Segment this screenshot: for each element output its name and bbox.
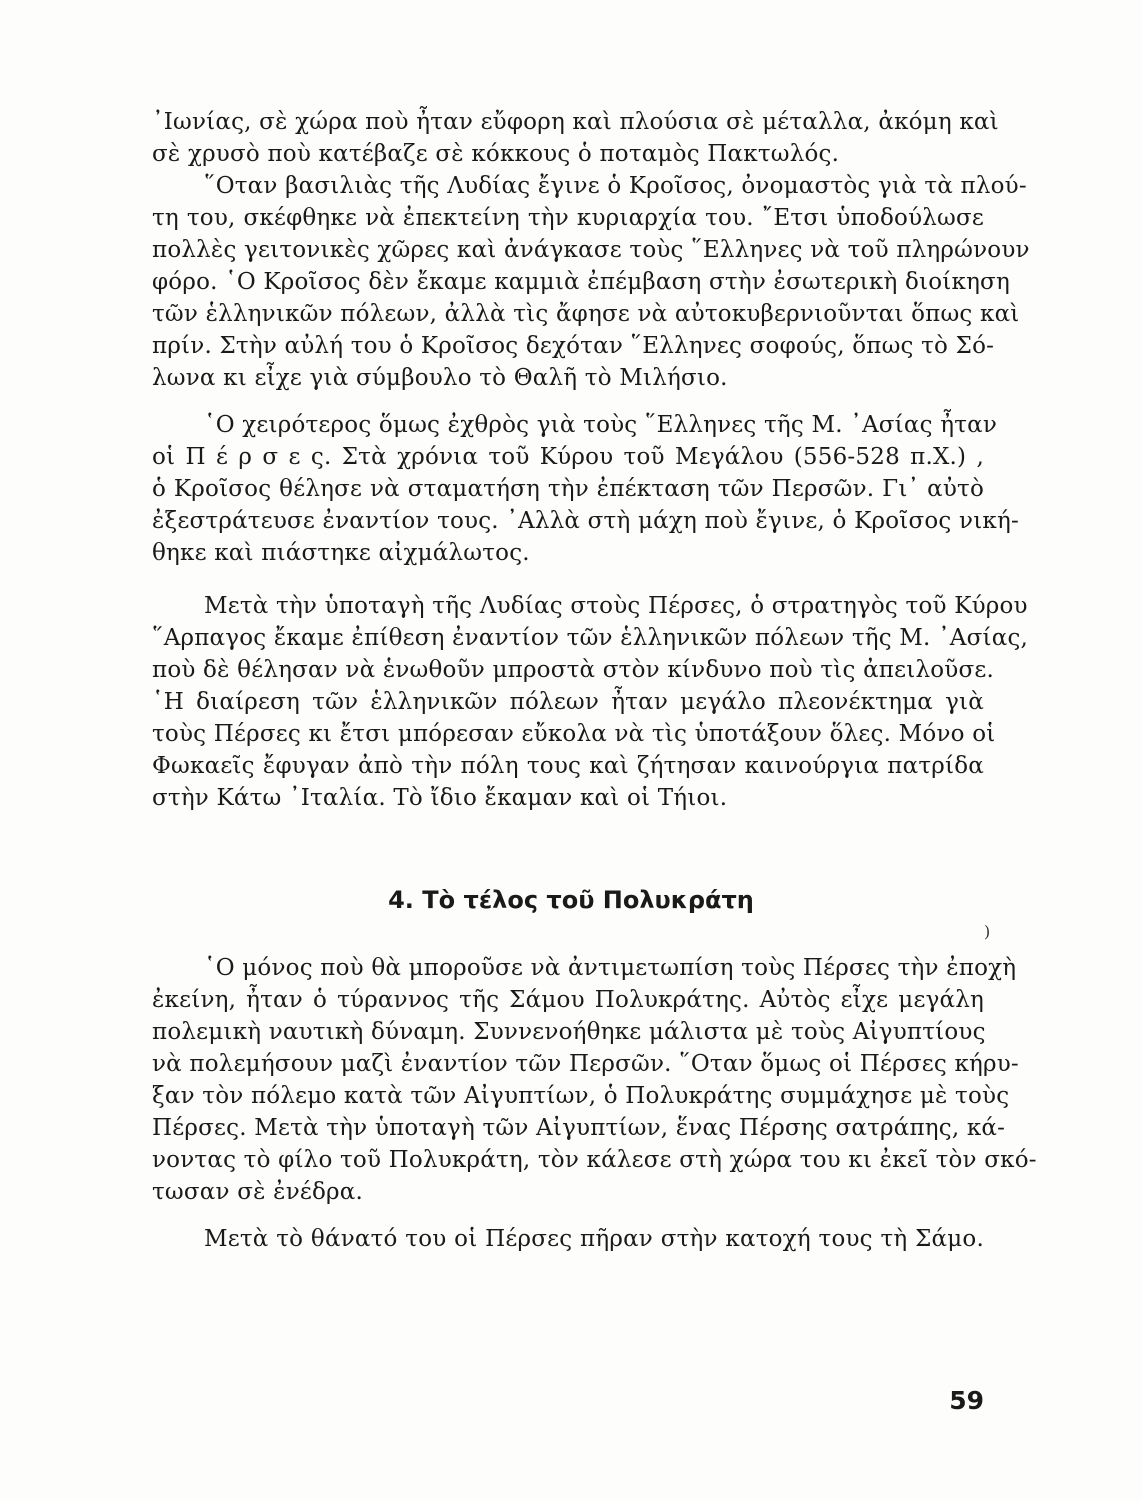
text-line: ῾Ο μόνος ποὺ θὰ μποροῦσε νὰ ἀντιμετωπίση τοὺς Πέρσες τὴν ἐποχὴ <box>204 955 1017 981</box>
section-heading: 4. Τὸ τέλος τοῦ Πολυκράτη <box>388 886 754 914</box>
text-line: λωνα κι εἶχε γιὰ σύμβουλο τὸ Θαλῆ τὸ Μιλήσιο. <box>152 365 728 391</box>
text-line: Μετὰ τὸ θάνατό του οἱ Πέρσες πῆραν στὴν κατοχή τους τὴ Σάμο. <box>204 1226 984 1252</box>
text-line: τωσαν σὲ ἐνέδρα. <box>152 1179 364 1205</box>
text-line: ὁ Κροῖσος θέλησε νὰ σταματήση τὴν ἐπέκταση τῶν Περσῶν. Γι᾿ αὐτὸ <box>152 476 984 502</box>
text-line: στὴν Κάτω ᾿Ιταλία. Τὸ ἴδιο ἔκαμαν καὶ οἱ Τήιοι. <box>152 785 728 811</box>
text-line: τη του, σκέφθηκε νὰ ἐπεκτείνη τὴν κυριαρχία του. ῎Ετσι ὑποδούλωσε <box>152 205 984 231</box>
text-line: ῞Οταν βασιλιὰς τῆς Λυδίας ἔγινε ὁ Κροῖσος, ὀνομαστὸς γιὰ τὰ πλού- <box>204 173 1027 199</box>
text-line: οἱ Π έ ρ σ ε ς. Στὰ χρόνια τοῦ Κύρου τοῦ Μεγάλου (556-528 π.Χ.) , <box>152 444 984 470</box>
text-line: ποὺ δὲ θέλησαν νὰ ἑνωθοῦν μπροστὰ στὸν κίνδυνο ποὺ τὶς ἀπειλοῦσε. <box>152 657 994 683</box>
text-line: ῾Η διαίρεση τῶν ἑλληνικῶν πόλεων ἦταν μεγάλο πλεονέκτημα γιὰ <box>152 689 984 715</box>
text-line: τῶν ἑλληνικῶν πόλεων, ἀλλὰ τὶς ἄφησε νὰ αὐτοκυβερνιοῦνται ὅπως καὶ <box>152 301 1020 327</box>
text-line: θηκε καὶ πιάστηκε αἰχμάλωτος. <box>152 540 530 566</box>
text-line: φόρο. ῾Ο Κροῖσος δὲν ἔκαμε καμμιὰ ἐπέμβαση στὴν ἐσωτερικὴ διοίκηση <box>152 269 1010 295</box>
page-number: 59 <box>949 1386 984 1415</box>
text-line: πολλὲς γειτονικὲς χῶρες καὶ ἀνάγκασε τοὺς ῞Ελληνες νὰ τοῦ πληρώνουν <box>152 237 1030 263</box>
text-line: ῞Αρπαγος ἔκαμε ἐπίθεση ἐναντίον τῶν ἑλληνικῶν πόλεων τῆς Μ. ᾿Ασίας, <box>152 625 1029 651</box>
text-line: Μετὰ τὴν ὑποταγὴ τῆς Λυδίας στοὺς Πέρσες, ὁ στρατηγὸς τοῦ Κύρου <box>204 593 1028 619</box>
text-line: ξαν τὸν πόλεμο κατὰ τῶν Αἰγυπτίων, ὁ Πολυκράτης συμμάχησε μὲ τοὺς <box>152 1083 1010 1109</box>
text-line: τοὺς Πέρσες κι ἔτσι μπόρεσαν εὔκολα νὰ τὶς ὑποτάξουν ὅλες. Μόνο οἱ <box>152 721 996 747</box>
text-line: Πέρσες. Μετὰ τὴν ὑποταγὴ τῶν Αἰγυπτίων, ἕνας Πέρσης σατράπης, κά- <box>152 1115 1006 1141</box>
text-line: πολεμικὴ ναυτικὴ δύναμη. Συννενοήθηκε μάλιστα μὲ τοὺς Αἰγυπτίους <box>152 1019 986 1045</box>
margin-mark: ) <box>984 922 991 941</box>
text-line: ἐκείνη, ἦταν ὁ τύραννος τῆς Σάμου Πολυκράτης. Αὐτὸς εἶχε μεγάλη <box>152 987 984 1013</box>
text-line: ῾Ο χειρότερος ὅμως ἐχθρὸς γιὰ τοὺς ῞Ελληνες τῆς Μ. ᾿Ασίας ἦταν <box>204 412 998 438</box>
text-line: σὲ χρυσὸ ποὺ κατέβαζε σὲ κόκκους ὁ ποταμὸς Πακτωλός. <box>152 141 840 167</box>
text-line: Φωκαεῖς ἔφυγαν ἀπὸ τὴν πόλη τους καὶ ζήτησαν καινούργια πατρίδα <box>152 753 984 779</box>
text-line: νὰ πολεμήσουν μαζὶ ἐναντίον τῶν Περσῶν. ῞Οταν ὅμως οἱ Πέρσες κήρυ- <box>152 1051 1019 1077</box>
text-line: πρίν. Στὴν αὐλή του ὁ Κροῖσος δεχόταν ῞Ελληνες σοφούς, ὅπως τὸ Σό- <box>152 333 995 359</box>
text-line: ἐξεστράτευσε ἐναντίον τους. ᾿Αλλὰ στὴ μάχη ποὺ ἔγινε, ὁ Κροῖσος νική- <box>152 508 1019 534</box>
text-line: νοντας τὸ φίλο τοῦ Πολυκράτη, τὸν κάλεσε στὴ χώρα του κι ἐκεῖ τὸν σκό- <box>152 1147 1037 1173</box>
text-line: ᾿Ιωνίας, σὲ χώρα ποὺ ἦταν εὔφορη καὶ πλούσια σὲ μέταλλα, ἀκόμη καὶ <box>152 109 999 135</box>
